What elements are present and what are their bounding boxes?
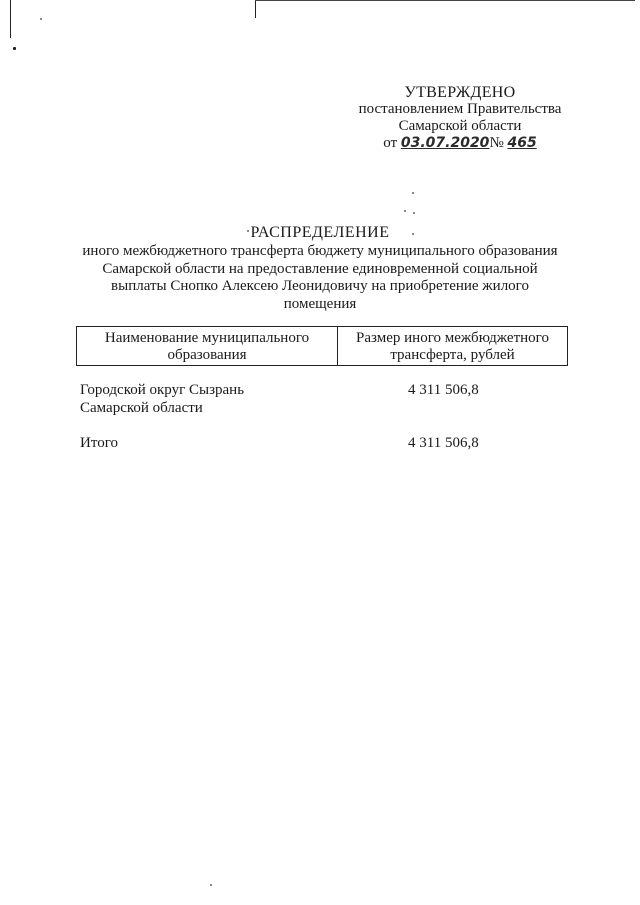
handwritten-number: 465: [507, 135, 537, 151]
scan-speck: [412, 192, 414, 194]
subtitle-line: выплаты Снопко Алексею Леонидовичу на приобретение жилого: [111, 278, 529, 294]
subtitle-line: помещения: [283, 295, 357, 312]
approval-date-line: [340, 135, 580, 152]
handwritten-date: 03.07.2020: [400, 135, 490, 151]
subtitle-line: иного межбюджетного трансферта бюджету муниципального образования: [82, 243, 558, 259]
scan-edge-mark: [10, 0, 11, 38]
date-prefix: от: [383, 135, 398, 151]
approval-block: [340, 84, 580, 152]
scan-speck: [40, 18, 42, 20]
approval-line-2: Самарской области: [398, 118, 522, 134]
scan-speck: [13, 47, 16, 50]
table-row-total-amount: 4 311 506,8: [408, 435, 479, 451]
scan-speck: [413, 212, 415, 214]
approval-line-1: постановлением Правительства: [358, 101, 562, 117]
distribution-table-header: [76, 326, 568, 366]
scan-speck: [210, 884, 212, 886]
document-subtitle: [70, 243, 570, 313]
document-title: РАСПРЕДЕЛЕНИЕ: [250, 224, 390, 241]
table-row-total-label: Итого: [80, 435, 118, 451]
header-cell-amount: Размер иного межбюджетного трансферта, рублей: [338, 327, 568, 366]
scan-edge-mark: [255, 0, 256, 18]
table-row-municipality: Городской округ Сызрань Самарской области: [80, 382, 245, 416]
table-row-amount: 4 311 506,8: [408, 382, 479, 398]
subtitle-line: Самарской области на предоставление единовременной социальной: [102, 260, 538, 277]
approved-heading: УТВЕРЖДЕНО: [404, 84, 516, 101]
number-prefix: №: [489, 135, 504, 151]
scan-top-line: [255, 0, 635, 1]
header-cell-municipality: Наименование муниципального образования: [77, 327, 338, 366]
scan-speck: [404, 210, 406, 212]
table-header-row: [77, 327, 568, 366]
